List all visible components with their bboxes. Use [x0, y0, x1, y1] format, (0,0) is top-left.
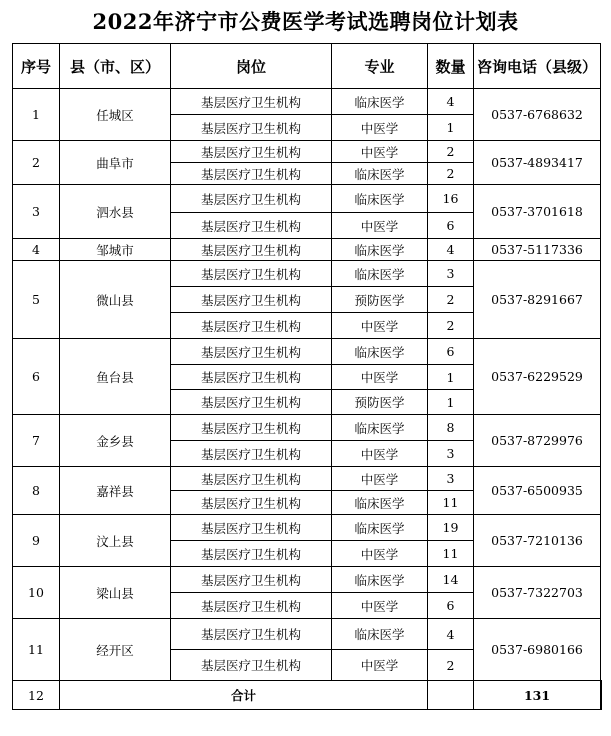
- quantity-cell: 2: [428, 313, 474, 339]
- serial-number-cell: 1: [13, 89, 60, 141]
- table-row: [13, 261, 602, 287]
- major-cell: 中医学: [332, 467, 428, 491]
- quantity-cell: 3: [428, 467, 474, 491]
- serial-number-cell: 4: [13, 239, 60, 261]
- phone-cell: 0537-8729976: [474, 415, 601, 467]
- quantity-cell: 6: [428, 593, 474, 619]
- post-cell: 基层医疗卫生机构: [171, 650, 332, 681]
- phone-cell: 0537-7210136: [474, 515, 601, 567]
- phone-cell: 0537-6500935: [474, 467, 601, 515]
- quantity-cell: 4: [428, 619, 474, 650]
- header-cell: 专业: [332, 44, 428, 89]
- major-cell: 中医学: [332, 541, 428, 567]
- quantity-cell: 2: [428, 141, 474, 163]
- post-cell: 基层医疗卫生机构: [171, 515, 332, 541]
- post-cell: 基层医疗卫生机构: [171, 261, 332, 287]
- county-cell: 金乡县: [60, 415, 171, 467]
- county-cell: 泗水县: [60, 185, 171, 239]
- table-row: [13, 515, 602, 541]
- county-cell: 汶上县: [60, 515, 171, 567]
- post-cell: 基层医疗卫生机构: [171, 239, 332, 261]
- post-cell: 基层医疗卫生机构: [171, 541, 332, 567]
- quantity-cell: 1: [428, 365, 474, 390]
- serial-number-cell: 10: [13, 567, 60, 619]
- phone-cell: 0537-5117336: [474, 239, 601, 261]
- phone-cell: 0537-6229529: [474, 339, 601, 415]
- post-cell: 基层医疗卫生机构: [171, 467, 332, 491]
- header-cell: 数量: [428, 44, 474, 89]
- header-cell: 县（市、区）: [60, 44, 171, 89]
- table-row: [13, 567, 602, 593]
- post-cell: 基层医疗卫生机构: [171, 287, 332, 313]
- major-cell: 临床医学: [332, 567, 428, 593]
- post-cell: 基层医疗卫生机构: [171, 441, 332, 467]
- post-cell: 基层医疗卫生机构: [171, 89, 332, 115]
- quantity-cell: 2: [428, 650, 474, 681]
- major-cell: 临床医学: [332, 89, 428, 115]
- post-cell: 基层医疗卫生机构: [171, 593, 332, 619]
- county-cell: 曲阜市: [60, 141, 171, 185]
- quantity-cell: 4: [428, 239, 474, 261]
- table-row: [13, 415, 602, 441]
- county-cell: 微山县: [60, 261, 171, 339]
- post-cell: 基层医疗卫生机构: [171, 415, 332, 441]
- post-cell: 基层医疗卫生机构: [171, 619, 332, 650]
- phone-cell: 0537-3701618: [474, 185, 601, 239]
- major-cell: 临床医学: [332, 515, 428, 541]
- total-phone-cell: [601, 681, 602, 710]
- post-cell: 基层医疗卫生机构: [171, 567, 332, 593]
- table-row: [13, 339, 602, 365]
- post-cell: 基层医疗卫生机构: [171, 339, 332, 365]
- county-cell: 邹城市: [60, 239, 171, 261]
- quantity-cell: 11: [428, 491, 474, 515]
- major-cell: 中医学: [332, 313, 428, 339]
- phone-cell: 0537-4893417: [474, 141, 601, 185]
- serial-number-cell: 5: [13, 261, 60, 339]
- serial-number-cell: 7: [13, 415, 60, 467]
- quantity-cell: 11: [428, 541, 474, 567]
- total-spacer-cell: [428, 681, 474, 710]
- total-label-cell: 合计: [60, 681, 428, 710]
- phone-cell: 0537-8291667: [474, 261, 601, 339]
- total-value-cell: 131: [474, 681, 601, 710]
- quantity-cell: 6: [428, 339, 474, 365]
- phone-cell: 0537-7322703: [474, 567, 601, 619]
- table-header-row: [13, 44, 602, 89]
- recruitment-plan-table: [12, 43, 602, 710]
- post-cell: 基层医疗卫生机构: [171, 390, 332, 415]
- serial-number-cell: 8: [13, 467, 60, 515]
- post-cell: 基层医疗卫生机构: [171, 141, 332, 163]
- table-row: [13, 619, 602, 650]
- quantity-cell: 2: [428, 163, 474, 185]
- major-cell: 临床医学: [332, 415, 428, 441]
- post-cell: 基层医疗卫生机构: [171, 365, 332, 390]
- post-cell: 基层医疗卫生机构: [171, 185, 332, 213]
- post-cell: 基层医疗卫生机构: [171, 213, 332, 239]
- major-cell: 中医学: [332, 141, 428, 163]
- county-cell: 梁山县: [60, 567, 171, 619]
- serial-number-cell: 11: [13, 619, 60, 681]
- major-cell: 中医学: [332, 365, 428, 390]
- quantity-cell: 6: [428, 213, 474, 239]
- phone-cell: 0537-6980166: [474, 619, 601, 681]
- county-cell: 嘉祥县: [60, 467, 171, 515]
- serial-number-cell: 9: [13, 515, 60, 567]
- quantity-cell: 16: [428, 185, 474, 213]
- table-row: [13, 185, 602, 213]
- major-cell: 临床医学: [332, 339, 428, 365]
- total-serial-cell: 12: [13, 681, 60, 710]
- header-cell: 咨询电话（县级）: [474, 44, 601, 89]
- major-cell: 中医学: [332, 213, 428, 239]
- table-row: [13, 467, 602, 491]
- serial-number-cell: 6: [13, 339, 60, 415]
- major-cell: 中医学: [332, 593, 428, 619]
- table-row: [13, 89, 602, 115]
- major-cell: 临床医学: [332, 163, 428, 185]
- table-row: [13, 239, 602, 261]
- page-title: 2022年济宁市公费医学考试选聘岗位计划表: [92, 9, 519, 34]
- serial-number-cell: 3: [13, 185, 60, 239]
- table-row: [13, 141, 602, 163]
- post-cell: 基层医疗卫生机构: [171, 313, 332, 339]
- major-cell: 临床医学: [332, 261, 428, 287]
- post-cell: 基层医疗卫生机构: [171, 115, 332, 141]
- quantity-cell: 8: [428, 415, 474, 441]
- major-cell: 预防医学: [332, 390, 428, 415]
- quantity-cell: 14: [428, 567, 474, 593]
- major-cell: 临床医学: [332, 491, 428, 515]
- major-cell: 中医学: [332, 441, 428, 467]
- quantity-cell: 4: [428, 89, 474, 115]
- serial-number-cell: 2: [13, 141, 60, 185]
- county-cell: 任城区: [60, 89, 171, 141]
- post-cell: 基层医疗卫生机构: [171, 163, 332, 185]
- header-cell: 岗位: [171, 44, 332, 89]
- county-cell: 经开区: [60, 619, 171, 681]
- quantity-cell: 2: [428, 287, 474, 313]
- major-cell: 中医学: [332, 115, 428, 141]
- quantity-cell: 19: [428, 515, 474, 541]
- post-cell: 基层医疗卫生机构: [171, 491, 332, 515]
- quantity-cell: 3: [428, 441, 474, 467]
- quantity-cell: 1: [428, 115, 474, 141]
- county-cell: 鱼台县: [60, 339, 171, 415]
- total-row: [13, 681, 602, 710]
- major-cell: 临床医学: [332, 239, 428, 261]
- phone-cell: 0537-6768632: [474, 89, 601, 141]
- quantity-cell: 3: [428, 261, 474, 287]
- header-cell: 序号: [13, 44, 60, 89]
- major-cell: 中医学: [332, 650, 428, 681]
- major-cell: 临床医学: [332, 185, 428, 213]
- quantity-cell: 1: [428, 390, 474, 415]
- major-cell: 临床医学: [332, 619, 428, 650]
- major-cell: 预防医学: [332, 287, 428, 313]
